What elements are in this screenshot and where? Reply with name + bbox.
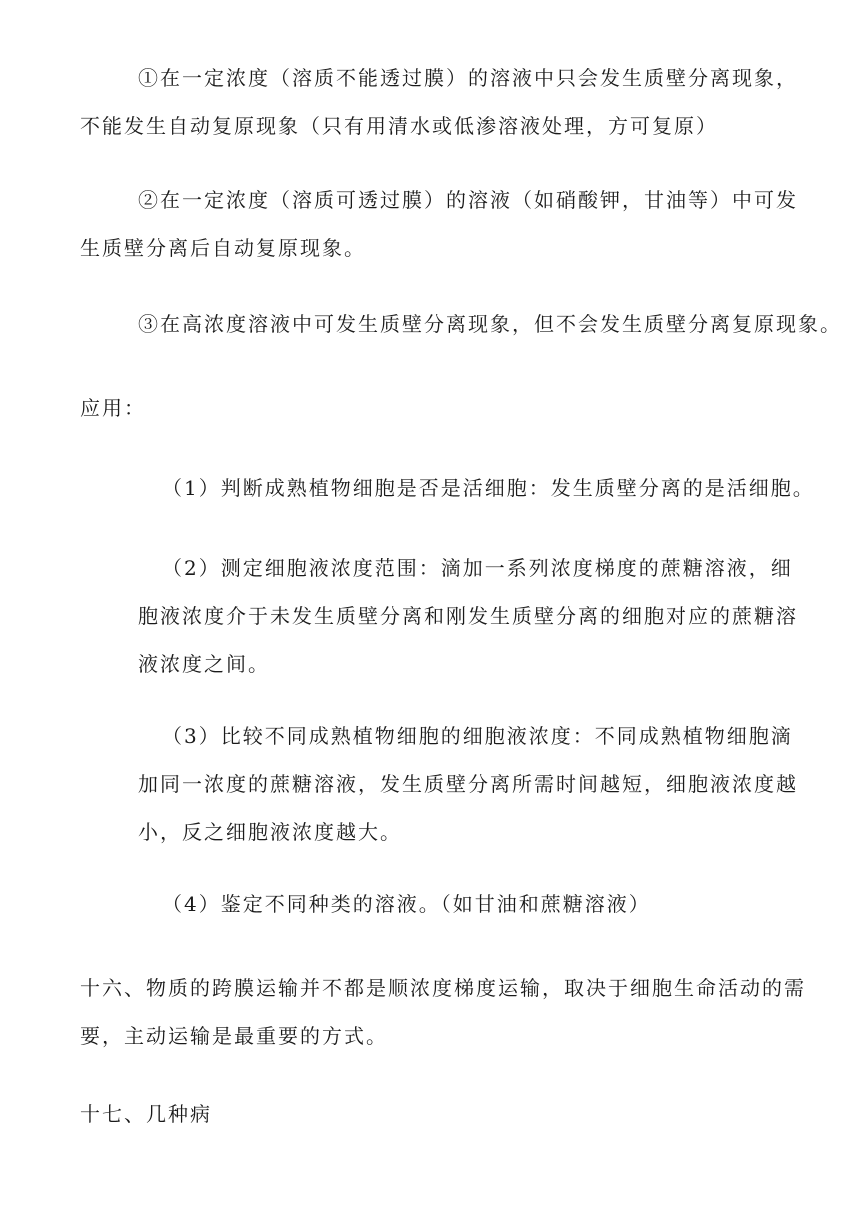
section-16-paragraph: 十六、物质的跨膜运输并不都是顺浓度梯度运输，取决于细胞生命活动的需要，主动运输是最重要的方式。 (80, 976, 806, 1048)
application-item-2: （2）测定细胞液浓度范围：滴加一系列浓度梯度的蔗糖溶液，细胞液浓度介于未发生质壁分离和刚发生质壁分离的细胞对应的蔗糖溶液浓度之间。 (138, 556, 798, 676)
paragraph-plasmolysis-2: ②在一定浓度（溶质可透过膜）的溶液（如硝酸钾，甘油等）中可发生质壁分离后自动复原现象。 (80, 188, 798, 260)
paragraph-plasmolysis-1: ①在一定浓度（溶质不能透过膜）的溶液中只会发生质壁分离现象，不能发生自动复原现象（只有用清水或低渗溶液处理，方可复原） (80, 66, 798, 138)
paragraph-plasmolysis-3: ③在高浓度溶液中可发生质壁分离现象，但不会发生质壁分离复原现象。 (138, 312, 842, 336)
application-item-3: （3）比较不同成熟植物细胞的细胞液浓度：不同成熟植物细胞滴加同一浓度的蔗糖溶液，发生质壁分离所需时间越短，细胞液浓度越小，反之细胞液浓度越大。 (138, 724, 798, 844)
application-item-4: （4）鉴定不同种类的溶液。（如甘油和蔗糖溶液） (162, 892, 651, 916)
section-17-heading: 十七、几种病 (80, 1102, 212, 1126)
application-item-1: （1）判断成熟植物细胞是否是活细胞：发生质壁分离的是活细胞。 (162, 476, 815, 500)
application-heading: 应用： (80, 396, 146, 420)
